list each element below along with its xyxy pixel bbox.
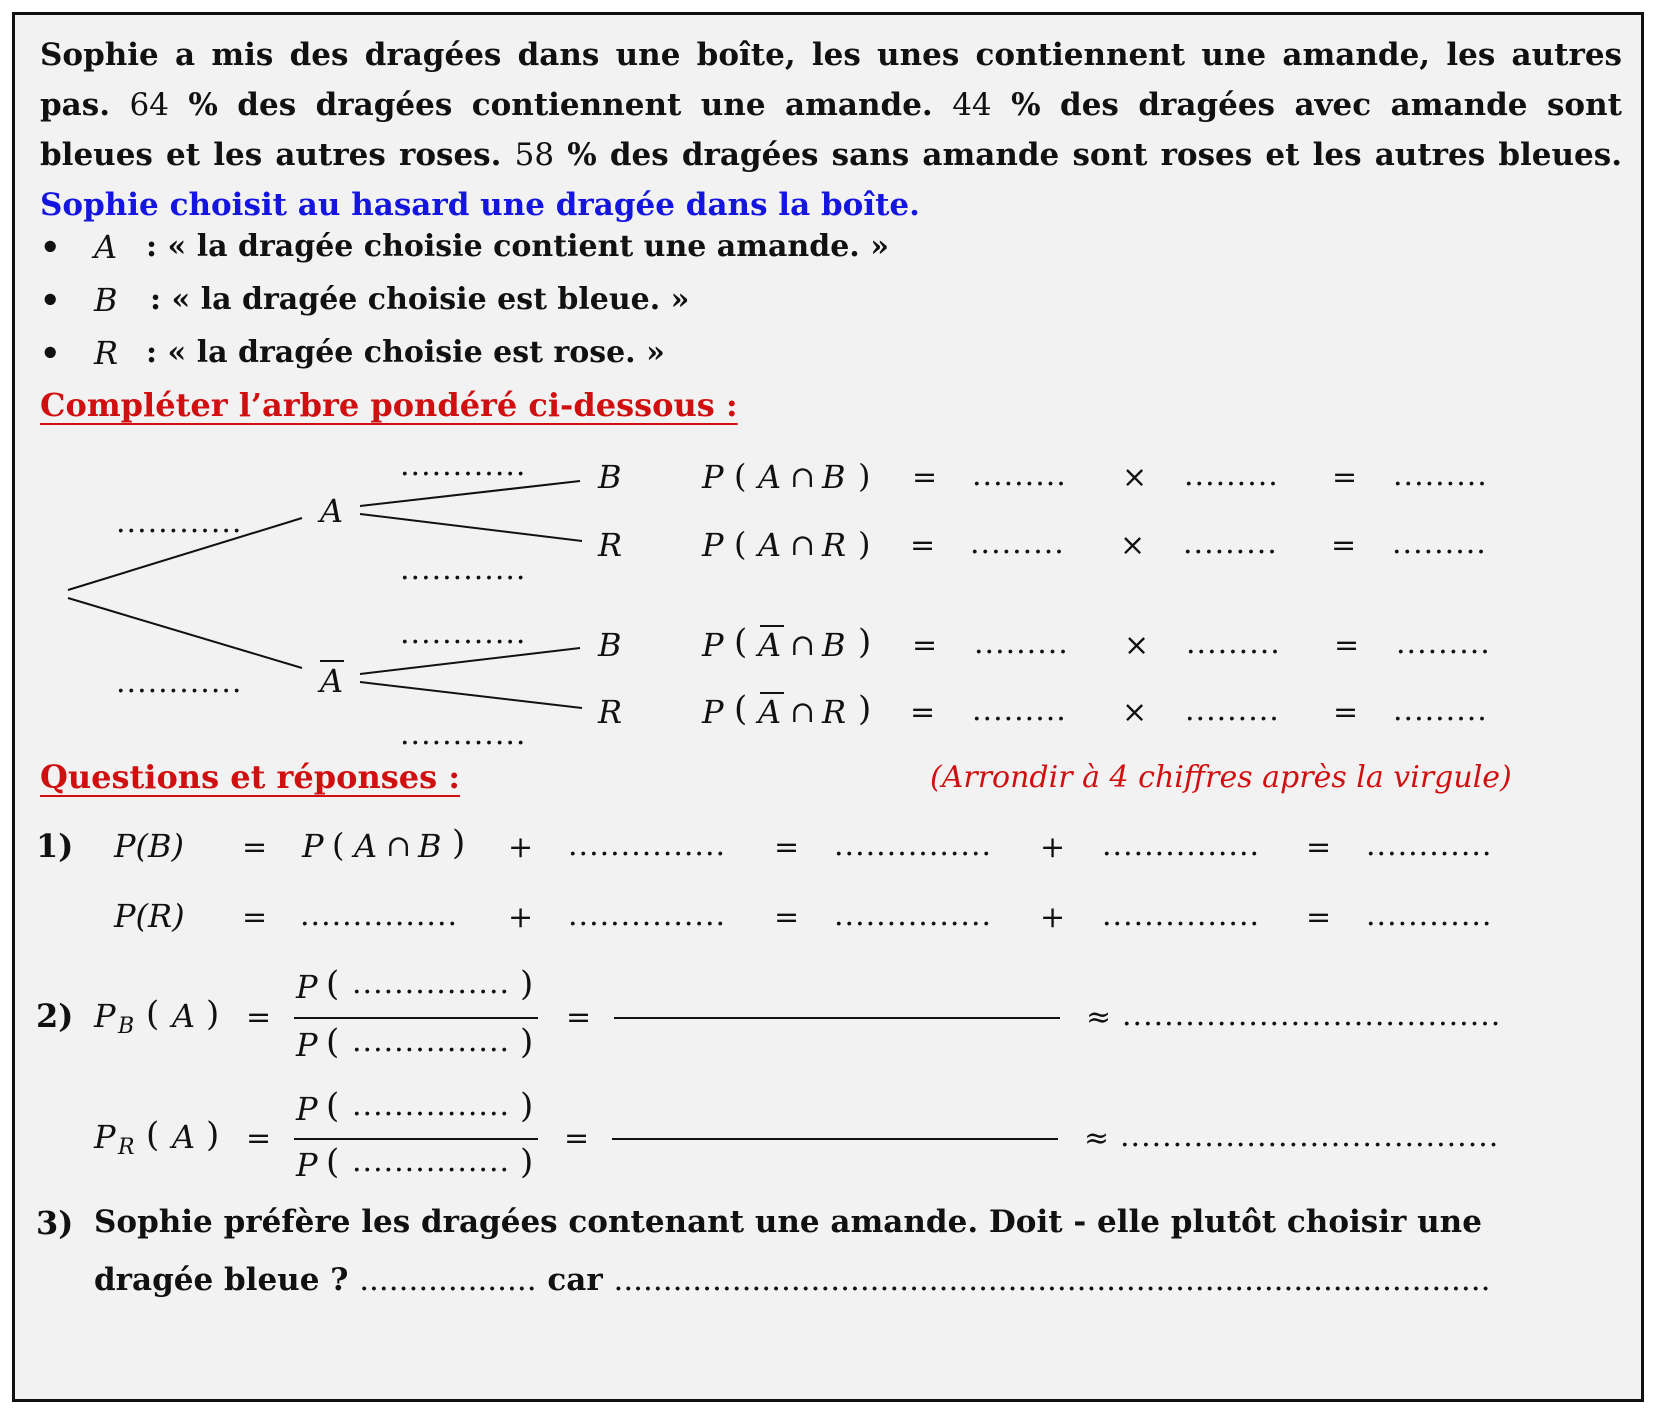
q2a-paren-open: ( [146,994,160,1034]
q1b-eq3: = [1306,900,1332,935]
blank-A-R[interactable]: ............ [400,552,527,587]
event-bullet-R: • [40,334,61,372]
row4-eq2: = [1333,695,1359,730]
row3-paren-close: ) [858,622,872,662]
q2b-num-blank[interactable]: ............... [352,1088,511,1123]
q2b-A: A [172,1118,196,1156]
row1-P: P [702,458,724,496]
questions-heading: Questions et réponses : [40,758,461,796]
q3-blank-1[interactable]: .................. [359,1262,537,1298]
q2b-fraction-bar [294,1138,538,1140]
q2b-P: P [94,1118,116,1156]
q1-term1-paren-close: ) [452,823,466,863]
row3-second: B [822,626,846,664]
q2a-num-P: P [296,968,318,1006]
intro-text-1: Sophie a mis des dragées dans une boîte, les unes contiennent une amande, les autres pas. [40,37,1622,123]
leaf-Abar-B: B [598,626,622,664]
q1b-blank4[interactable]: ............... [1102,898,1261,933]
row1-blank3[interactable]: ......... [1393,458,1488,493]
blank-root-Abar[interactable]: ............ [116,665,243,700]
q2a-answer-line[interactable] [614,1017,1060,1019]
row1-paren-close: ) [858,457,871,495]
row3-blank1[interactable]: ......... [974,626,1069,661]
row2-eq1: = [910,528,936,563]
branch-Abar-B [360,648,580,674]
intro-text-3: % des dragées avec amande sont bleues et les autres roses. [40,87,1622,173]
q2b-paren-close: ) [206,1115,220,1155]
q3-line1: Sophie préfère les dragées contenant une amande. Doit - elle plutôt choisir une [94,1204,1482,1240]
q2a-den-paren-open: ( [326,1022,340,1062]
q2a-sub: B [118,1014,135,1039]
q2a-eq1: = [246,1000,272,1035]
q1-plus1: + [508,830,534,865]
intro-text-4: % des dragées sans amande sont roses et les autres bleues. [554,137,1623,173]
q2a-fraction-bar [294,1017,538,1019]
row1-blank2[interactable]: ......... [1184,458,1279,493]
event-text-R: : « la dragée choisie est rose. » [146,335,665,370]
row2-second: R [822,526,847,564]
q3-number: 3) [36,1204,74,1242]
row4-second: R [822,693,847,731]
event-symbol-A: A [94,228,118,266]
blank-Abar-R[interactable]: ............ [400,717,527,752]
row3-blank2[interactable]: ......... [1186,626,1281,661]
event-text-B: : « la dragée choisie est bleue. » [150,282,690,317]
row4-first: A [758,693,782,731]
node-A: A [320,492,344,530]
q1-term1-paren-open: ( [332,826,345,864]
rounding-note: (Arrondir à 4 chiffres après la virgule) [930,760,1512,795]
row4-cap: ∩ [790,695,816,730]
q1-plus2: + [1040,830,1066,865]
q1b-eq1: = [242,900,268,935]
row3-cap: ∩ [790,628,816,663]
row2-P: P [702,526,724,564]
row2-paren-close: ) [858,525,871,563]
event-text-A: : « la dragée choisie contient une amande. » [146,229,889,264]
q2a-A: A [172,997,196,1035]
row2-eq2: = [1331,528,1357,563]
row1-cap: ∩ [790,460,816,495]
branch-A-R [360,514,582,541]
q2b-approx-blank[interactable]: .................................... [1120,1119,1500,1154]
q2a-num-paren-close: ) [520,964,534,1004]
row3-eq1: = [912,628,938,663]
intro-highlight: Sophie choisit au hasard une dragée dans la boîte. [40,187,920,223]
row2-blank3[interactable]: ......... [1392,526,1487,561]
branch-A-B [360,481,580,506]
row1-second: B [822,458,846,496]
row3-first: A [758,626,782,664]
q1-eq3: = [1306,830,1332,865]
q1-term1-A: A [354,827,378,865]
blank-root-A[interactable]: ............ [116,505,243,540]
q1-PR: P(R) [114,897,185,935]
row1-eq1: = [912,460,938,495]
event-bullet-A: • [40,228,61,266]
q1-eq1: = [242,830,268,865]
branch-root-Abar [68,598,302,668]
q1-PB: P(B) [114,827,185,865]
row4-P: P [702,693,724,731]
q1b-eq2: = [774,900,800,935]
row3-eq2: = [1334,628,1360,663]
row4-eq1: = [910,695,936,730]
leaf-Abar-R: R [598,693,623,731]
q2b-sub: R [118,1135,135,1160]
q2b-paren-open: ( [146,1115,160,1155]
q2b-approx: ≈ [1084,1121,1110,1156]
q2b-num-P: P [296,1090,318,1128]
row4-paren-close: ) [858,689,872,729]
tree-heading: Compléter l’arbre pondéré ci-dessous : [40,386,738,424]
event-symbol-B: B [94,281,118,319]
q2a-P: P [94,997,116,1035]
row4-blank2[interactable]: ......... [1185,693,1280,728]
q1-blank3[interactable]: ............... [1102,828,1261,863]
row2-blank2[interactable]: ......... [1183,526,1278,561]
q3-blank-2[interactable]: ......................................................................................... [613,1262,1491,1298]
row2-paren-open: ( [734,525,747,563]
q2a-eq2: = [566,1000,592,1035]
q1-number: 1) [36,827,74,865]
q1b-blank5[interactable]: ............ [1366,898,1493,933]
row3-P: P [702,626,724,664]
row1-paren-open: ( [734,457,747,495]
q3-line2 [94,1262,1490,1298]
row2-cap: ∩ [790,528,816,563]
q1-term1-P: P [302,827,324,865]
q2b-den-paren-open: ( [326,1142,340,1182]
q2a-den-P: P [296,1026,318,1064]
q3-line2-text: dragée bleue ? [94,1262,360,1298]
q1b-plus2: + [1040,900,1066,935]
q2a-approx-blank[interactable]: .................................... [1122,998,1502,1033]
q1-term1-B: B [418,827,442,865]
q2b-den-paren-close: ) [520,1142,534,1182]
q1-eq2: = [774,830,800,865]
row4-paren-open: ( [734,689,748,729]
pct-almond: 64 [129,87,169,123]
event-bullet-B: • [40,281,61,319]
q1-blank4[interactable]: ............ [1366,828,1493,863]
complement-bar [320,660,344,662]
q2b-den-P: P [296,1146,318,1184]
row2-first: A [758,526,782,564]
pct-blue-given-almond: 44 [952,87,992,123]
q1b-blank3[interactable]: ............... [834,898,993,933]
row3-blank3[interactable]: ......... [1396,626,1491,661]
row2-blank1[interactable]: ......... [970,526,1065,561]
row3-paren-open: ( [734,622,748,662]
leaf-A-B: B [598,458,622,496]
row1-first: A [758,458,782,496]
q1b-blank2[interactable]: ............... [568,898,727,933]
row4-times: × [1122,695,1148,730]
q2b-eq1: = [246,1121,272,1156]
q1b-blank1[interactable]: ............... [300,898,459,933]
q2b-num-paren-close: ) [520,1086,534,1126]
branch-Abar-R [360,682,582,708]
q1-term1-cap: ∩ [386,829,412,864]
node-Abar: A [320,662,344,700]
row1-eq2: = [1332,460,1358,495]
q2b-eq2: = [564,1121,590,1156]
q3-car: car [536,1262,614,1298]
q1b-plus1: + [508,900,534,935]
q2b-answer-line[interactable] [612,1138,1058,1140]
q2a-den-paren-close: ) [520,1022,534,1062]
row4-blank3[interactable]: ......... [1393,693,1488,728]
row1-times: × [1122,460,1148,495]
q1-blank1[interactable]: ............... [568,828,727,863]
row3-times: × [1124,628,1150,663]
intro-text-2: % des dragées contiennent une amande. [168,87,953,123]
q2a-approx: ≈ [1086,1000,1112,1035]
q2b-num-paren-open: ( [326,1086,340,1126]
q2-number: 2) [36,997,74,1035]
q1-blank2[interactable]: ............... [834,828,993,863]
blank-A-B[interactable]: ............ [400,448,527,483]
row2-times: × [1120,528,1146,563]
q2a-num-paren-open: ( [326,964,340,1004]
leaf-A-R: R [598,526,623,564]
q2b-den-blank[interactable]: ............... [352,1144,511,1179]
row4-blank1[interactable]: ......... [972,693,1067,728]
q2a-paren-close: ) [206,994,220,1034]
row1-blank1[interactable]: ......... [972,458,1067,493]
q2a-num-blank[interactable]: ............... [352,966,511,1001]
pct-pink-given-no-almond: 58 [514,137,555,173]
event-symbol-R: R [94,334,119,372]
q2a-den-blank[interactable]: ............... [352,1024,511,1059]
blank-Abar-B[interactable]: ............ [400,616,527,651]
